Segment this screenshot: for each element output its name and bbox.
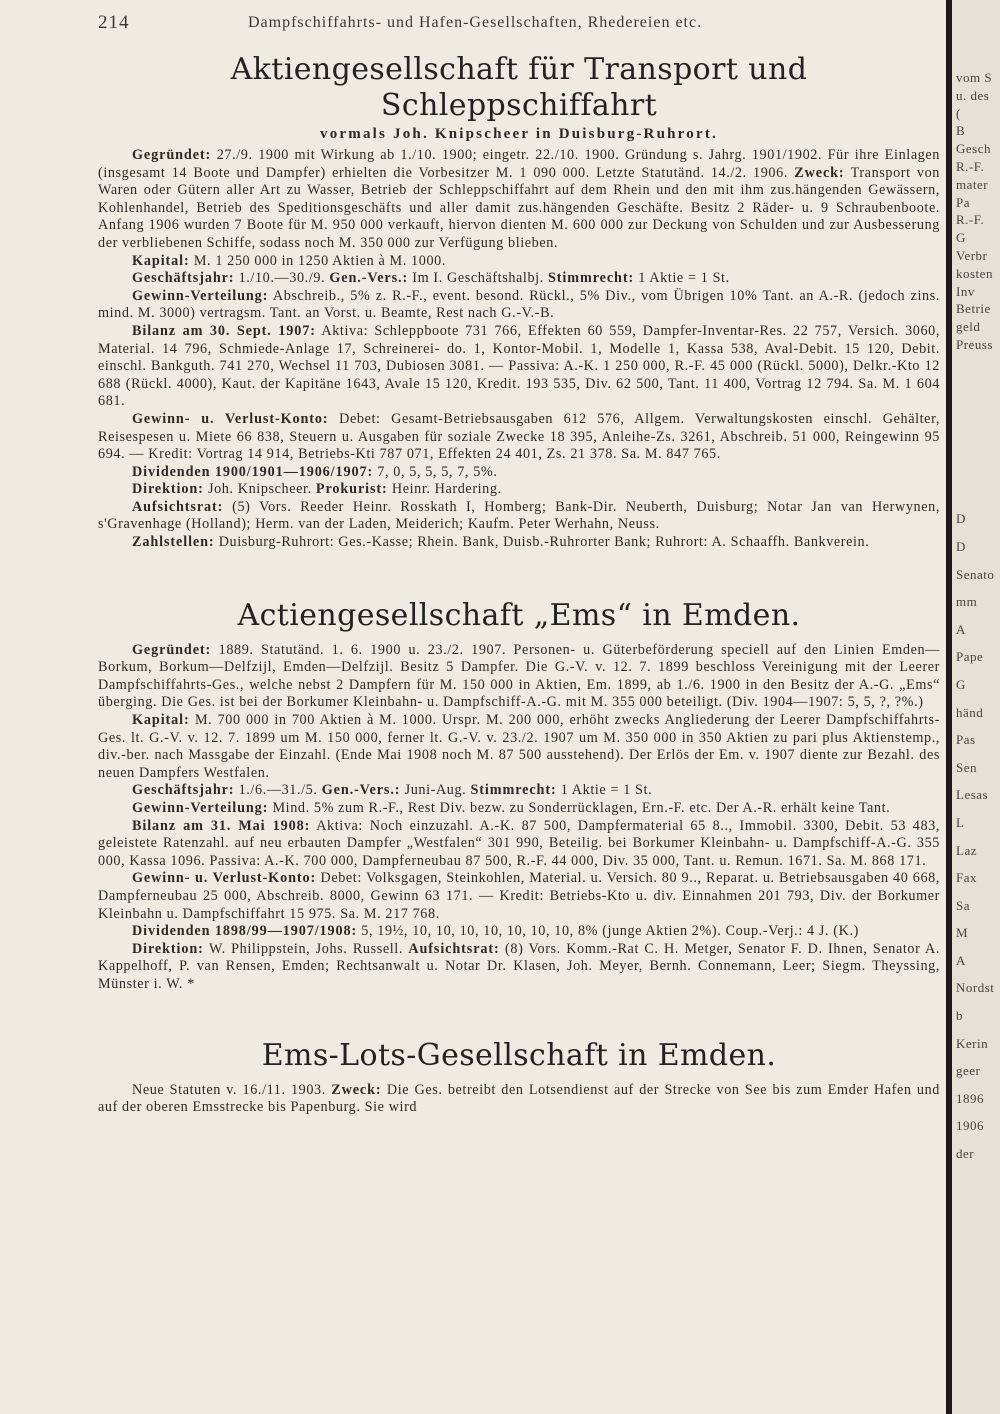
section1-subtitle: vormals Joh. Knipscheer in Duisburg-Ruhrort. bbox=[320, 126, 718, 142]
adjacent-page-fragment: Lesas bbox=[956, 787, 989, 803]
stimm-label: Stimmrecht: bbox=[470, 782, 557, 799]
section1-gegruendet bbox=[98, 147, 940, 253]
section1-kapital bbox=[98, 253, 940, 271]
gj-label: Geschäftsjahr: bbox=[132, 270, 235, 287]
div-text: 5, 19½, 10, 10, 10, 10, 10, 10, 10, 8% (junge Aktien 2%). Coup.-Verj.: 4 J. (K.) bbox=[361, 923, 859, 940]
adjacent-page-fragment: A bbox=[956, 952, 966, 968]
zahl-label: Zahlstellen: bbox=[132, 534, 215, 551]
adjacent-page-fragment: Senato bbox=[956, 566, 995, 582]
adjacent-page-fragment: B bbox=[956, 123, 966, 139]
section2-dividenden bbox=[98, 923, 940, 941]
adjacent-page-fragment: Verbr bbox=[956, 248, 988, 263]
bilanz-label: Bilanz am 30. Sept. 1907: bbox=[132, 322, 316, 339]
section1-bilanz bbox=[98, 323, 940, 411]
section2-gewinn bbox=[98, 800, 940, 818]
adjacent-page-fragment: Betrie bbox=[956, 301, 991, 317]
adjacent-page-fragment: Fax bbox=[956, 870, 977, 886]
adjacent-page-fragment: D bbox=[956, 511, 966, 527]
gj-label: Geschäftsjahr: bbox=[132, 782, 235, 799]
gv-label: Gen.-Vers.: bbox=[329, 270, 409, 287]
gv-text: Im I. Geschäftshalbj. bbox=[412, 270, 544, 287]
section1-gewinn bbox=[98, 288, 940, 323]
adjacent-page-fragment: Kerin bbox=[956, 1035, 989, 1051]
kapital-text: M. 700 000 in 700 Aktien à M. 1000. Urspr. M. 200 000, erhöht zwecks Angliederung der Leerer Dampfschiffahrts-Ges. lt. G.-V. v. 12. 7. 1899 um M. 150 000, ferner lt. G.-V. v. 23./2. 1907 um M. 350 000 in 350 Aktien zu pari plus Aktienstemp., div.-ber. nach Massgabe der Einzahl. (Ende Mai 1908 noch M. 87 500 ausstehend). Der Erlös der Em. v. 1907 diente zur Bezahl. des neuen Dampfers Westfalen. bbox=[98, 712, 941, 781]
ar-label: Aufsichtsrat: bbox=[132, 498, 224, 515]
zweck-text: Transport von Waren oder Gütern aller Art zu Wasser, Betrieb der Schleppschiffahrt auf dem Rhein und den mit ihm zus.hängenden Gewässern, Kohlenhandel, Betrieb des Speditionsgeschäfts und aller damit zus.hängenden Geschäfte. Besitz 2 Räder- u. 9 Schraubenboote. Anfang 1906 wurden 7 Boote für M. 950 000 verkauft, hiervon dienten M. 600 000 zur Deckung von Schulden und zur Ausbesserung der verbliebenen Schiffe, sodass noch M. 350 000 zur Verfügung blieben. bbox=[98, 164, 940, 251]
ar-text: (5) Vors. Reeder Heinr. Rosskath I, Homberg; Bank-Dir. Neuberth, Duisburg; Notar Jan van Herwynen, s'Gravenhage (Holland); Herm. van der Laden, Meiderich; Kaufm. Peter Werhahn, Neuss. bbox=[98, 498, 940, 533]
statuten-text: Neue Statuten v. 16./11. 1903. bbox=[132, 1081, 326, 1098]
direktion-label: Direktion: bbox=[132, 940, 204, 957]
adjacent-page-fragment: A bbox=[956, 621, 966, 637]
adjacent-page-fragment: vom S bbox=[956, 70, 993, 85]
prokurist-label: Prokurist: bbox=[315, 481, 388, 498]
kapital-label: Kapital: bbox=[132, 252, 190, 269]
gv-label: Gen.-Vers.: bbox=[321, 782, 401, 799]
adjacent-page-fragment: mater bbox=[956, 176, 989, 192]
section2-guv bbox=[98, 870, 940, 923]
gegruendet-text: 27./9. 1900 mit Wirkung ab 1./10. 1900; eingetr. 22./10. 1900. Gründung s. Jahrg. 1901/1902. Für ihre Einlagen (insgesamt 14 Boote und Dampfer) erhielten die Vorbesitzer M. 1 090 000. Letzte Statutänd. 14./2. 1906. bbox=[98, 147, 940, 181]
adjacent-page-fragment: D bbox=[956, 539, 966, 555]
adjacent-page-fragment: Nordst bbox=[956, 980, 995, 996]
section1-dividenden bbox=[98, 464, 940, 482]
section2-bilanz bbox=[98, 818, 940, 871]
zweck-label: Zweck: bbox=[331, 1081, 382, 1098]
bilanz-text: Aktiva: Schleppboote 731 766, Effekten 60 559, Dampfer-Inventar-Res. 22 757, Versich. 3060, Material. 14 796, Schmiede-Anlage 17, Schreinerei- do. 1, Kontor-Mobil. 1, Modelle 1, Kassa 538, Aval-Debit. 15 120, Debit. einschl. Bankguth. 741 270, Wechsel 11 703, Dubiosen 3081. — Passiva: A.-K. 1 250 000, R.-F. 45 000 (Rückl. 5000), Delkr.-Kto 12 688 (Rückl. 4000), Kaut. der Kapitäne 1643, Avale 15 120, Kredit. 193 535, Div. 62 500, Tant. 11 400, Vortrag 12 794. Sa. M. 1 604 681. bbox=[98, 322, 940, 410]
stimm-text: 1 Aktie = 1 St. bbox=[560, 782, 653, 799]
page-number: 214 bbox=[98, 12, 130, 33]
gj-text: 1./10.—30./9. bbox=[238, 270, 326, 287]
adjacent-page-fragment: Gesch bbox=[956, 141, 991, 157]
stimm-text: 1 Aktie = 1 St. bbox=[638, 270, 730, 287]
adjacent-page-fragment: M bbox=[956, 925, 969, 941]
section1-title: Aktiengesellschaft für Transport und Schleppschiffahrt bbox=[230, 52, 808, 123]
section1-aufsichtsrat bbox=[98, 499, 940, 534]
gegruendet-label: Gegründet: bbox=[132, 641, 212, 658]
adjacent-page-fragment: G bbox=[956, 230, 966, 246]
running-title: Dampfschiffahrts- und Hafen-Gesellschaften, Rhedereien etc. bbox=[248, 14, 703, 31]
adjacent-page-fragment: Pape bbox=[956, 649, 984, 665]
running-header bbox=[98, 12, 858, 36]
gj-text: 1./6.—31./5. bbox=[238, 782, 318, 799]
gewinn-text: Abschreib., 5% z. R.-F., event. besond. Rückl., 5% Div., vom Übrigen 10% Tant. an A.-R. (jedoch zins. mind. M. 3000) vertragsm. Tant. an Vorst. u. Beamte, Rest nach G.-V.-B. bbox=[98, 287, 940, 322]
kapital-text: M. 1 250 000 in 1250 Aktien à M. 1000. bbox=[193, 252, 446, 269]
zahl-text: Duisburg-Ruhrort: Ges.-Kasse; Rhein. Bank, Duisb.-Ruhrorter Bank; Ruhrort: A. Schaaffh. Bankverein. bbox=[218, 534, 870, 551]
div-label: Dividenden 1900/1901—1906/1907: bbox=[132, 463, 374, 480]
adjacent-page-fragment: u. des bbox=[956, 87, 990, 103]
div-label: Dividenden 1898/99—1907/1908: bbox=[132, 923, 358, 940]
adjacent-page-fragment: R.-F. bbox=[956, 212, 985, 228]
gewinn-text: Mind. 5% zum R.-F., Rest Div. bezw. zu Sonderrücklagen, Ern.-F. etc. Der A.-R. erhält keine Tant. bbox=[272, 800, 891, 816]
section2-gegruendet bbox=[98, 642, 940, 712]
section1-zahlstellen bbox=[98, 534, 940, 552]
bilanz-text: Aktiva: Noch einzuzahl. A.-K. 87 500, Dampfermaterial 65 8.., Immobil. 3300, Debit. 53 483, geleistete Ratenzahl. auf neu erbauten Dampfer „Westfalen“ 301 990, Beteilig. bei Borkumer Kleinbahn- u. Dampfschiff-A.-G. 355 000, Kassa 1096. Passiva: A.-K. 700 000, Dampferneubau 87 500, R.-F. 44 000, Div. 35 000, Tant. u. Remun. 1671. Sa. M. 868 171. bbox=[98, 817, 941, 869]
adjacent-page-fragment: Sen bbox=[956, 759, 977, 775]
adjacent-page-fragment: händ bbox=[956, 704, 984, 720]
zweck-text: Die Ges. betreibt den Lotsendienst auf der Strecke von See bis zum Emder Hafen und auf der oberen Emsstrecke bis Papenburg. Sie wird bbox=[98, 1081, 940, 1116]
section2-direktion bbox=[98, 941, 940, 994]
ar-text: (8) Vors. Komm.-Rat C. H. Metger, Senator F. D. Ihnen, Senator A. Kappelhoff, P. van Rensen, Emden; Rechtsanwalt u. Notar Dr. Klasen, Joh. Meyer, Bernh. Connemann, Leer; Siegm. Theyssing, Münster i. W. * bbox=[98, 940, 941, 992]
adjacent-page-fragment: Preuss bbox=[956, 337, 993, 352]
adjacent-page-fragment: R.-F. bbox=[956, 159, 985, 174]
div-text: 7, 0, 5, 5, 5, 7, 5%. bbox=[377, 463, 498, 480]
section2-gj bbox=[98, 782, 940, 800]
direktion-text: W. Philippstein, Johs. Russell. bbox=[208, 940, 403, 957]
adjacent-page-fragment: L bbox=[956, 814, 965, 830]
adjacent-page-fragment: 1896 bbox=[956, 1090, 984, 1106]
section2-title: Actiengesellschaft „Ems“ in Emden. bbox=[237, 597, 801, 633]
adjacent-page-fragment: mm bbox=[956, 594, 978, 610]
guv-label: Gewinn- u. Verlust-Konto: bbox=[132, 870, 317, 887]
kapital-label: Kapital: bbox=[132, 712, 190, 729]
adjacent-page-fragment: geld bbox=[956, 319, 981, 335]
section3-title: Ems-Lots-Gesellschaft in Emden. bbox=[261, 1037, 777, 1073]
guv-label: Gewinn- u. Verlust-Konto: bbox=[132, 410, 329, 427]
guv-text: Debet: Gesamt-Betriebsausgaben 612 576, Allgem. Verwaltungskosten einschl. Gehälter, Reisespesen u. Miete 66 838, Steuern u. Ausgaben für soziale Zwecke 18 395, Anleihe-Zs. 3261, Abschreib. 51 000, Reingewinn 95 694. — Kredit: Vortrag 14 914, Betriebs-Kti 787 071, Effekten 24 401, Zs. 21 378. Sa. M. 847 765. bbox=[98, 410, 940, 463]
section1-gj bbox=[98, 270, 940, 288]
prokurist-text: Heinr. Hardering. bbox=[391, 481, 502, 498]
gewinn-label: Gewinn-Verteilung: bbox=[132, 800, 269, 816]
adjacent-page-fragment: 1906 bbox=[956, 1118, 984, 1134]
stimm-label: Stimmrecht: bbox=[548, 270, 635, 287]
gewinn-label: Gewinn-Verteilung: bbox=[132, 287, 269, 304]
adjacent-page-fragment: Laz bbox=[956, 842, 977, 858]
direktion-text: Joh. Knipscheer. bbox=[207, 481, 312, 498]
adjacent-page-fragment: b bbox=[956, 1008, 963, 1024]
section2-kapital bbox=[98, 712, 940, 782]
zweck-label: Zweck: bbox=[794, 164, 845, 181]
adjacent-page-fragment: Sa bbox=[956, 897, 970, 913]
section1-direktion bbox=[98, 481, 940, 499]
adjacent-page-fragment: Pas bbox=[956, 732, 976, 748]
page-content bbox=[98, 52, 940, 1117]
adjacent-page-edge bbox=[952, 0, 1000, 1414]
adjacent-page-fragment: ( bbox=[956, 105, 961, 121]
adjacent-page-fragment: kosten bbox=[956, 265, 993, 281]
adjacent-page-fragment: Pa bbox=[956, 194, 970, 210]
adjacent-page-fragment: der bbox=[956, 1146, 975, 1161]
guv-text: Debet: Volksgagen, Steinkohlen, Material. u. Versich. 80 9.., Reparat. u. Betriebsausgaben 40 668, Dampferneubau 25 000, Abschreib. 8000, Gewinn 63 171. — Kredit: Betriebs-Kto u. div. Einnahmen 201 793, Div. der Borkumer Kleinbahn u. Dampfschiffahrt 15 975. Sa. M. 217 768. bbox=[98, 870, 941, 922]
direktion-label: Direktion: bbox=[132, 481, 204, 498]
adjacent-page-fragment: G bbox=[956, 676, 966, 692]
ar-label: Aufsichtsrat: bbox=[408, 940, 500, 957]
section1-guv bbox=[98, 411, 940, 464]
gegruendet-label: Gegründet: bbox=[132, 147, 212, 163]
bilanz-label: Bilanz am 31. Mai 1908: bbox=[132, 817, 311, 834]
gegruendet-text: 1889. Statutänd. 1. 6. 1900 u. 23./2. 1907. Personen- u. Güterbeförderung speciell auf den Linien Emden—Borkum, Borkum—Delfzijl, Emden—Delfzijl. Besitz 5 Dampfer. Die G.-V. v. 12. 7. 1899 beschloss Vereinigung mit der Leerer Dampfschiffahrts-Ges., welche nebst 2 Dampfern für M. 150 000 in Aktien, Em. 1899, ab 1./6. 1900 in den Besitz der A.-G. „Ems“ überging. Die Ges. ist bei der Borkumer Kleinbahn- u. Dampfschiff-A.-G. mit M. 355 000 beteiligt. (Div. 1904—1907: 5, 5, ?, ?%.) bbox=[98, 641, 940, 711]
gv-text: Juni-Aug. bbox=[404, 782, 467, 799]
adjacent-page-fragment: geer bbox=[956, 1063, 981, 1079]
section3-statuten bbox=[98, 1082, 940, 1117]
adjacent-page-fragment: Inv bbox=[956, 283, 975, 299]
